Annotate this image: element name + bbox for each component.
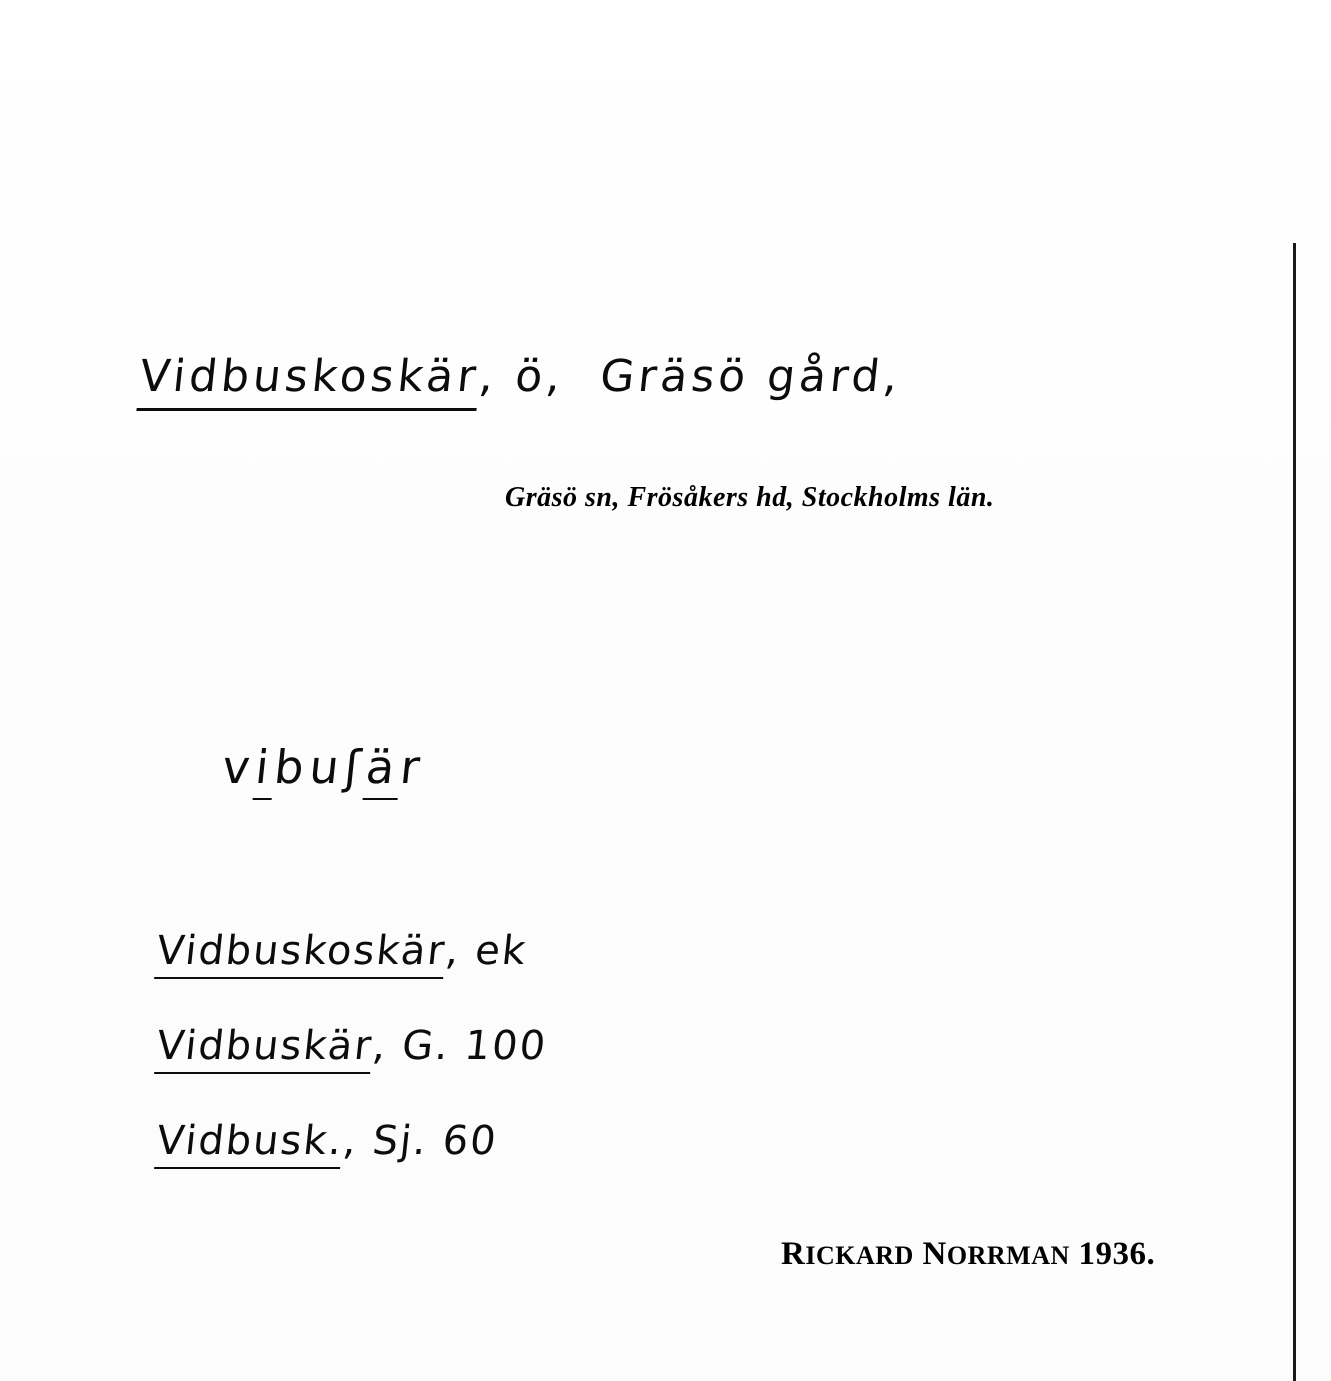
headword-suffix: , ö, Gräsö gård, [476,351,905,402]
citation-form: Vidbuskär [154,1023,375,1074]
phonetic-transcription [131,686,433,848]
phonetic-mid: buʃ [271,740,370,794]
phonetic-pre: v [219,740,259,794]
citation-form: Vidbuskoskär [154,928,448,979]
collector-signature [781,1236,1155,1273]
citation-line [91,1072,505,1210]
signature-year: 1936. [1078,1236,1156,1272]
signature-first-name: RICKARD [781,1236,914,1272]
citation-source: G. 100 [399,1023,550,1069]
citation-source: Sj. 60 [370,1118,501,1164]
citation-separator: , [370,1023,405,1069]
phonetic-post: r [397,740,429,794]
phonetic-i-underlined: i [252,740,277,800]
parish-line: Gräsö sn, Frösåkers hd, Stockholms län. [505,482,995,513]
signature-last-name: NORRMAN [922,1236,1070,1272]
citation-separator: , [340,1118,376,1164]
headword: Vidbuskoskär [136,351,482,411]
phonetic-a-underlined: ä [363,740,404,800]
card-right-rule [1293,243,1296,1381]
citation-form: Vidbusk. [154,1118,346,1169]
citation-source: ek [472,928,530,974]
citation-separator: , [443,928,478,974]
headword-line [60,300,910,453]
